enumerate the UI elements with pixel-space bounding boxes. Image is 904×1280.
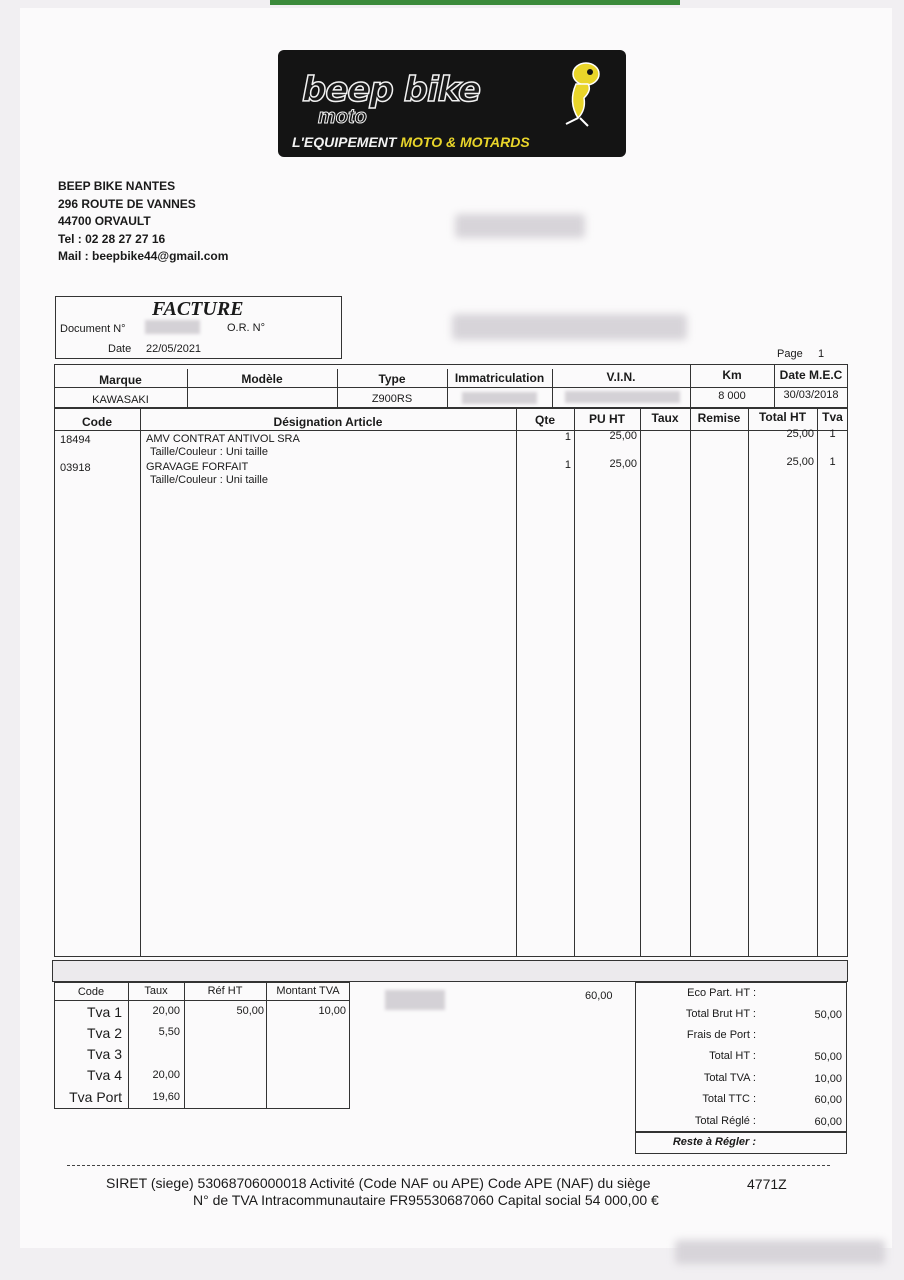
item-1-tva: 1: [829, 428, 836, 440]
date-label: Date: [108, 343, 132, 355]
total-ht-label: Total HT :: [709, 1050, 756, 1062]
vat-row-1-ref: 50,00: [236, 1005, 264, 1017]
vat-row-4-taux: 20,00: [152, 1069, 180, 1081]
item-2-qte: 1: [564, 459, 571, 471]
item-2-tva: 1: [829, 456, 836, 468]
document-number-label: Document N°: [60, 323, 126, 335]
vat-row-2-code: Tva 2: [86, 1025, 122, 1041]
vat-header-montant: Montant TVA: [276, 985, 340, 997]
items-col-sep: [748, 408, 749, 957]
footer-siret: SIRET (siege) 53068706000018 Activité (Code NAF ou APE) Code APE (NAF) du siège: [106, 1175, 651, 1191]
vat-row-4-code: Tva 4: [86, 1067, 122, 1083]
vehicle-header-vin: V.I.N.: [606, 370, 636, 384]
redacted-customer-address: [452, 314, 687, 340]
item-1-total: 25,00: [786, 428, 814, 440]
vehicle-table-divider: [54, 387, 848, 388]
items-header-total: Total HT: [758, 410, 807, 424]
roadrunner-mascot-icon: [558, 58, 608, 128]
items-col-sep: [690, 408, 691, 957]
company-email: Mail : beepbike44@gmail.com: [58, 249, 229, 263]
vat-header-divider: [54, 1000, 350, 1001]
vat-row-3-code: Tva 3: [86, 1046, 122, 1062]
vat-row-2-taux: 5,50: [158, 1026, 180, 1038]
items-header-remise: Remise: [697, 411, 741, 425]
vat-row-1-montant: 10,00: [318, 1005, 346, 1017]
item-2-total: 25,00: [786, 456, 814, 468]
vat-row-1-taux: 20,00: [152, 1005, 180, 1017]
items-table: [54, 408, 848, 957]
payment-amount: 60,00: [585, 990, 613, 1002]
vehicle-header-modele: Modèle: [241, 372, 283, 386]
item-1-designation: AMV CONTRAT ANTIVOL SRA: [146, 433, 300, 445]
items-header-qte: Qte: [534, 413, 555, 427]
total-tva-value: 10,00: [814, 1073, 842, 1085]
items-col-sep: [817, 408, 818, 957]
items-header-tva: Tva: [822, 410, 843, 424]
or-number-label: O.R. N°: [227, 322, 266, 334]
page-number: 1: [818, 348, 825, 360]
item-2-code: 03918: [60, 462, 91, 474]
company-phone: Tel : 02 28 27 27 16: [58, 231, 166, 246]
vehicle-header-type: Type: [378, 372, 406, 386]
vat-row-port-taux: 19,60: [152, 1091, 180, 1103]
vat-header-code: Code: [77, 986, 105, 998]
total-regle-label: Total Réglé :: [694, 1115, 756, 1127]
logo-tagline-a: L'EQUIPEMENT: [292, 134, 401, 150]
redacted-bottom-corner: [675, 1240, 885, 1264]
items-header-code: Code: [82, 415, 112, 429]
frais-port-label: Frais de Port :: [686, 1029, 756, 1041]
summary-separator-band: [52, 960, 848, 982]
footer-naf-code: 4771Z: [747, 1176, 787, 1192]
item-1-qte: 1: [564, 431, 571, 443]
items-col-sep: [516, 408, 517, 957]
company-name: BEEP BIKE NANTES: [58, 179, 176, 193]
redacted-immatriculation: [462, 392, 537, 404]
items-col-sep: [140, 408, 141, 957]
item-1-detail: Taille/Couleur : Uni taille: [150, 446, 268, 458]
vat-row-port-code: Tva Port: [69, 1089, 122, 1105]
total-tva-label: Total TVA :: [703, 1072, 756, 1084]
redacted-vin: [565, 391, 680, 403]
logo-tagline: [292, 134, 530, 150]
footer-tva-capital: N° de TVA Intracommunautaire FR95530687060 Capital social 54 000,00 €: [193, 1192, 659, 1208]
total-ttc-label: Total TTC :: [702, 1093, 756, 1105]
logo-brand-text: beep bike: [302, 70, 481, 110]
company-address: [58, 178, 228, 266]
vat-row-1-code: Tva 1: [86, 1004, 122, 1020]
items-header-designation: Désignation Article: [273, 415, 383, 429]
item-1-pu: 25,00: [609, 430, 637, 442]
redacted-payment-info: [385, 990, 445, 1010]
page-label: Page: [777, 348, 803, 360]
vehicle-date-mec: 30/03/2018: [783, 389, 839, 401]
logo-tagline-b: MOTO & MOTARDS: [400, 134, 530, 150]
redacted-document-number: [145, 320, 200, 334]
logo-sub-text: moto: [318, 106, 367, 128]
total-ht-value: 50,00: [814, 1051, 842, 1063]
beep-bike-logo: [278, 50, 626, 157]
eco-part-label: Eco Part. HT :: [687, 987, 756, 999]
vehicle-marque: KAWASAKI: [92, 394, 149, 406]
vat-col-sep: [266, 982, 267, 1109]
item-2-pu: 25,00: [609, 458, 637, 470]
vat-col-sep: [128, 982, 129, 1109]
item-1-code: 18494: [60, 434, 91, 446]
items-header-pu: PU HT: [589, 412, 625, 426]
reste-label: Reste à Régler :: [672, 1136, 756, 1148]
vehicle-header-km: Km: [722, 368, 742, 382]
item-2-designation: GRAVAGE FORFAIT: [146, 461, 249, 473]
vehicle-header-immatriculation: Immatriculation: [454, 371, 545, 385]
total-regle-value: 60,00: [814, 1116, 842, 1128]
total-brut-label: Total Brut HT :: [685, 1008, 756, 1020]
vehicle-header-date-mec: Date M.E.C: [779, 368, 843, 382]
invoice-date: 22/05/2021: [146, 343, 202, 355]
item-2-detail: Taille/Couleur : Uni taille: [150, 474, 268, 486]
vehicle-header-marque: Marque: [99, 373, 142, 387]
invoice-title: FACTURE: [152, 298, 244, 320]
footer-dashed-rule: [67, 1165, 830, 1166]
scan-edge-mark: [270, 0, 680, 5]
company-city: 44700 ORVAULT: [58, 214, 151, 228]
items-col-sep: [574, 408, 575, 957]
total-ttc-value: 60,00: [814, 1094, 842, 1106]
vehicle-km: 8 000: [718, 390, 746, 402]
items-header-divider: [54, 430, 848, 431]
items-header-taux: Taux: [651, 411, 679, 425]
company-street: 296 ROUTE DE VANNES: [58, 196, 196, 211]
redacted-customer-name: [455, 214, 585, 238]
vehicle-type: Z900RS: [371, 393, 413, 405]
total-brut-value: 50,00: [814, 1009, 842, 1021]
vat-header-ref: Réf HT: [207, 985, 243, 997]
vat-col-sep: [184, 982, 185, 1109]
vat-header-taux: Taux: [144, 985, 168, 997]
items-col-sep: [640, 408, 641, 957]
